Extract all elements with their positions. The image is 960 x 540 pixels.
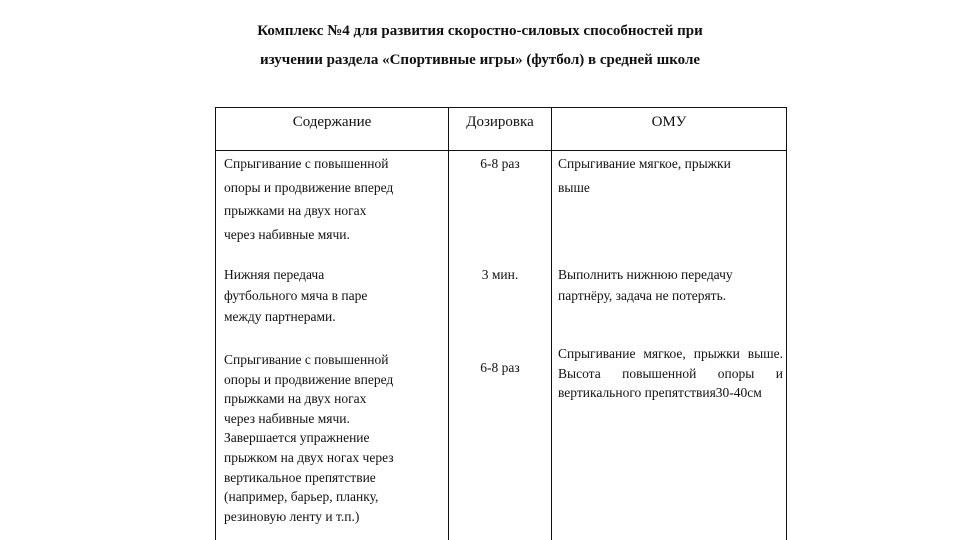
text-line: опоры и продвижение вперед [224, 179, 394, 195]
exercise-1-content [224, 152, 446, 246]
exercise-2-content [224, 264, 446, 327]
text-line: Нижняя передача [224, 267, 325, 282]
header-divider [216, 150, 786, 151]
text-line: опоры и продвижение вперед [224, 371, 394, 387]
document-title-line-1: Комплекс №4 для развития скоростно-силовых способностей при [257, 23, 703, 39]
text-line: между партнерами. [224, 309, 336, 324]
text-line: прыжками на двух ногах [224, 391, 367, 407]
text-line: через набивные мячи. [224, 226, 350, 242]
text-line: Спрыгивание мягкое, прыжки [558, 156, 731, 171]
column-header-dosage: Дозировка [466, 114, 534, 130]
text-line: вертикальное препятствие [224, 469, 376, 485]
document-title-line-2: изучении раздела «Спортивные игры» (футбол) в средней школе [259, 52, 701, 68]
column-header-content: Содержание [292, 114, 372, 130]
text-line: партнёру, задача не потерять. [558, 288, 727, 303]
exercise-3-content [224, 350, 446, 526]
exercise-table [215, 107, 787, 540]
text-line: выше [558, 179, 590, 195]
text-line: Завершается упражнение [224, 430, 370, 446]
text-line: (например, барьер, планку, [224, 489, 379, 505]
text-line: футбольного мяча в паре [224, 288, 368, 303]
text-line: Спрыгивание с повышенной [224, 156, 389, 171]
exercise-1-dosage: 6-8 раз [480, 156, 520, 171]
text-line: прыжком на двух ногах через [224, 449, 394, 465]
exercise-1-omu [558, 152, 783, 199]
column-divider [551, 108, 552, 540]
exercise-3-dosage: 6-8 раз [480, 360, 520, 375]
text-line: Выполнить нижнюю передачу [558, 267, 733, 282]
column-header-omu: ОМУ [651, 114, 687, 130]
text-line: через набивные мячи. [224, 410, 350, 426]
exercise-3-omu: Спрыгивание мягкое, прыжки выше. Высота повышенной опоры и вертикального препятствия30-40см [558, 346, 783, 401]
text-line: Спрыгивание с повышенной [224, 352, 389, 367]
exercise-2-dosage: 3 мин. [481, 267, 519, 282]
exercise-2-omu [558, 264, 783, 306]
text-line: прыжками на двух ногах [224, 203, 367, 218]
text-line: резиновую ленту и т.п.) [224, 508, 360, 524]
